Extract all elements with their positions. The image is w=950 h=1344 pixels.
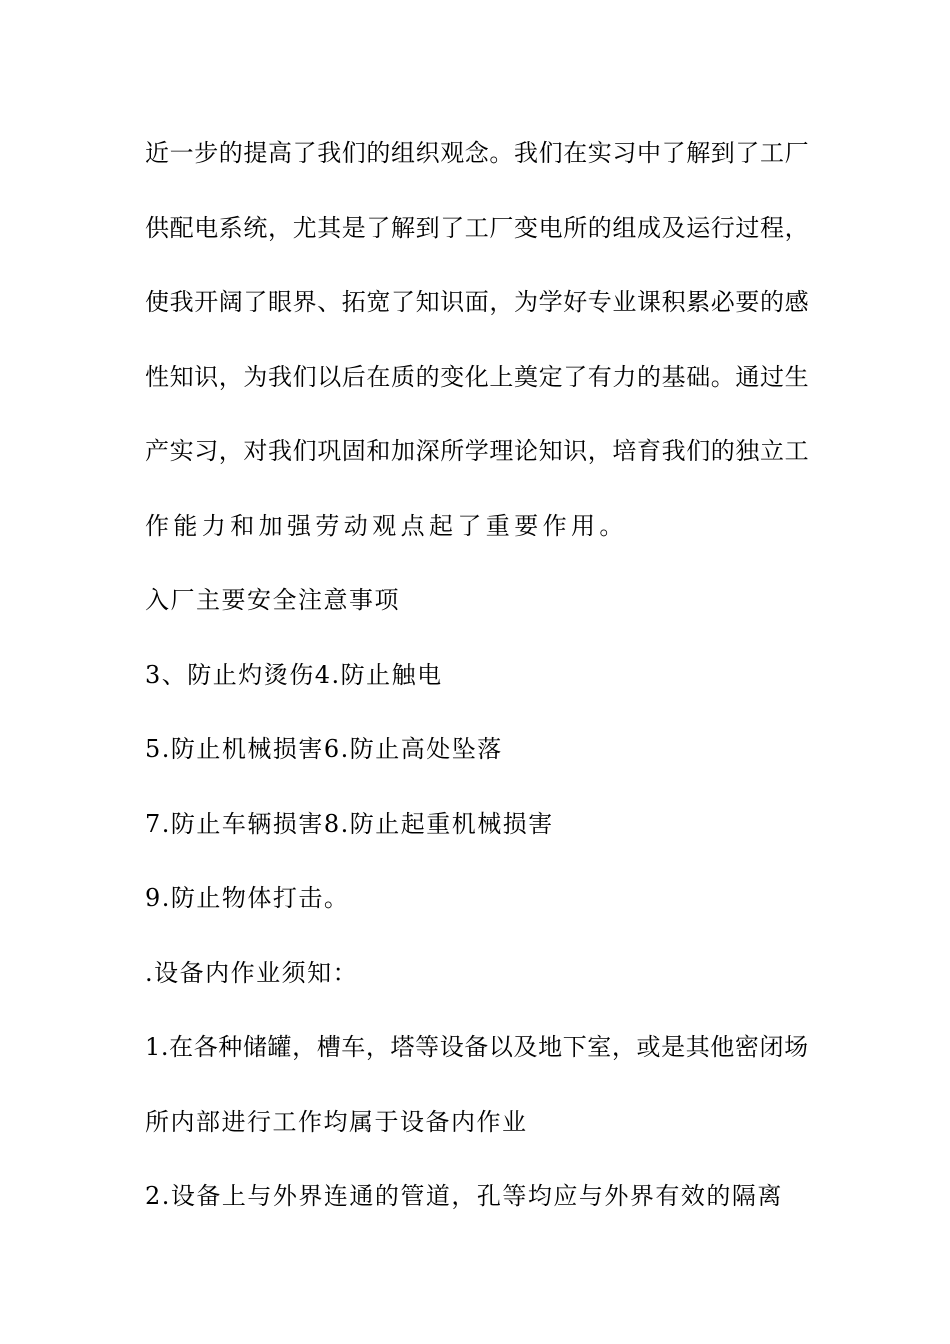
paragraph-line: 近一步的提高了我们的组织观念。我们在实习中了解到了工厂	[145, 139, 810, 167]
paragraph-line: 作能力和加强劳动观点起了重要作用。	[145, 511, 628, 540]
list-item: 1.在各种储罐，槽车，塔等设备以及地下室，或是其他密闭场	[145, 1033, 809, 1061]
list-item: 7.防止车辆损害8.防止起重机械损害	[145, 809, 554, 838]
paragraph-line: 使我开阔了眼界、拓宽了知识面，为学好专业课积累必要的感	[145, 288, 810, 316]
section-heading: 入厂主要安全注意事项	[145, 586, 400, 614]
list-item: 2.设备上与外界连通的管道，孔等均应与外界有效的隔离	[145, 1182, 783, 1210]
list-item: 9.防止物体打击。	[145, 884, 350, 912]
list-item: 5.防止机械损害6.防止高处坠落	[145, 735, 503, 763]
paragraph-line: 供配电系统，尤其是了解到了工厂变电所的组成及运行过程，	[145, 213, 810, 242]
list-item: 3、防止灼烫伤4.防止触电	[145, 660, 443, 689]
list-item-continuation: 所内部进行工作均属于设备内作业	[145, 1107, 528, 1136]
section-heading: .设备内作业须知：	[145, 958, 359, 987]
paragraph-line: 性知识，为我们以后在质的变化上奠定了有力的基础。通过生	[145, 362, 810, 391]
document-body	[145, 127, 810, 1245]
paragraph-line: 产实习，对我们巩固和加深所学理论知识，培育我们的独立工	[145, 437, 810, 465]
